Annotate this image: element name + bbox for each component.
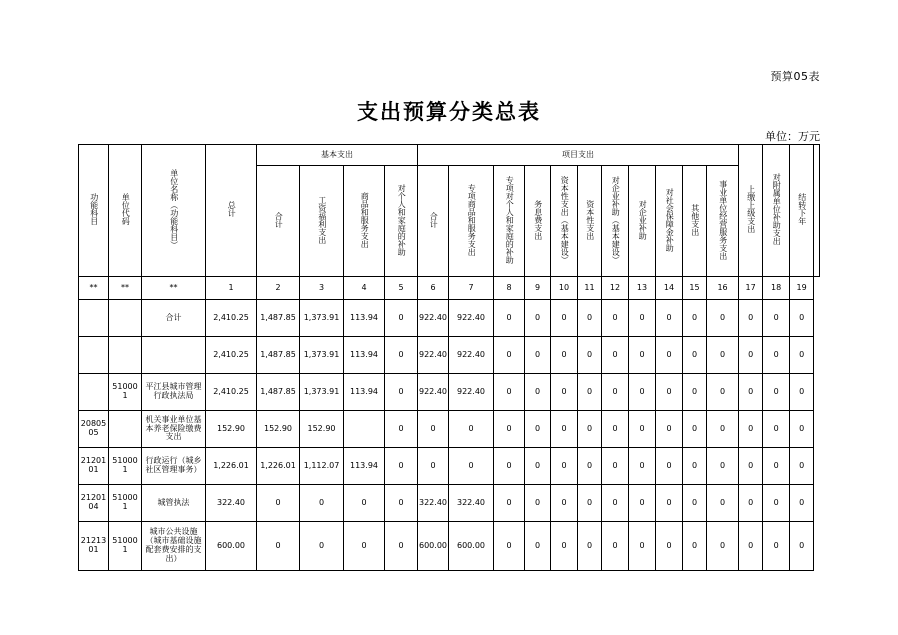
cell-value: 0 <box>707 374 739 411</box>
cell-unit-name: 城管执法 <box>142 485 206 522</box>
cell-value: 0 <box>551 522 578 571</box>
cell-value: 0 <box>385 448 418 485</box>
cell-value: 0 <box>683 300 707 337</box>
numcell: 8 <box>494 277 525 300</box>
cell-value: 0 <box>629 300 656 337</box>
budget-table <box>78 144 820 571</box>
cell-value: 0 <box>551 448 578 485</box>
header-group-basic: 基本支出 <box>257 145 418 166</box>
cell-value: 1,487.85 <box>257 337 300 374</box>
cell-value: 0 <box>629 485 656 522</box>
table-row <box>79 485 820 522</box>
header-unit-code: 单位代码 <box>109 145 142 277</box>
cell-value: 0 <box>790 522 814 571</box>
cell-unit-code: 510001 <box>109 485 142 522</box>
cell-value: 0 <box>494 411 525 448</box>
cell-unit-name: 城市公共设施（城市基础设施配套费安排的支出） <box>142 522 206 571</box>
cell-value: 0 <box>494 485 525 522</box>
cell-value: 0 <box>385 300 418 337</box>
cell-value: 0 <box>763 374 790 411</box>
cell-value: 0 <box>494 374 525 411</box>
cell-value: 0 <box>629 337 656 374</box>
cell-value: 0 <box>683 337 707 374</box>
cell-value: 0 <box>683 485 707 522</box>
cell-value: 0 <box>494 337 525 374</box>
cell-value: 0 <box>763 448 790 485</box>
cell-value: 0 <box>449 448 494 485</box>
header-upper-payment: 对附属单位补助支出 <box>763 145 790 277</box>
header-goods-services: 商品和服务支出 <box>344 166 385 277</box>
cell-value: 0 <box>602 374 629 411</box>
cell-value: 0 <box>790 448 814 485</box>
numcell: 18 <box>763 277 790 300</box>
cell-value: 0 <box>656 411 683 448</box>
cell-unit-name: 合计 <box>142 300 206 337</box>
numcell: 2 <box>257 277 300 300</box>
numcell: ** <box>79 277 109 300</box>
cell-value: 0 <box>494 448 525 485</box>
header-carryover <box>814 145 820 277</box>
cell-value: 0 <box>602 337 629 374</box>
cell-value: 0 <box>790 411 814 448</box>
numcell: 7 <box>449 277 494 300</box>
cell-value: 0 <box>385 485 418 522</box>
cell-unit-code: 510001 <box>109 448 142 485</box>
cell-value: 0 <box>525 411 551 448</box>
cell-value: 0 <box>790 485 814 522</box>
cell-value: 0 <box>525 300 551 337</box>
unit-note: 单位：万元 <box>765 130 820 143</box>
header-salary-welfare: 工资福利支出 <box>300 166 344 277</box>
cell-value: 0 <box>739 374 763 411</box>
cell-function-code: 2121301 <box>79 522 109 571</box>
numcell: 1 <box>206 277 257 300</box>
cell-value: 0 <box>629 411 656 448</box>
cell-function-code <box>79 300 109 337</box>
numcell: 3 <box>300 277 344 300</box>
cell-value: 322.40 <box>206 485 257 522</box>
cell-value: 0 <box>763 337 790 374</box>
cell-value: 0 <box>578 300 602 337</box>
cell-value: 0 <box>602 300 629 337</box>
cell-value: 0 <box>551 374 578 411</box>
numcell: 4 <box>344 277 385 300</box>
cell-value: 1,487.85 <box>257 374 300 411</box>
cell-value: 152.90 <box>300 411 344 448</box>
cell-value: 0 <box>707 300 739 337</box>
table-row <box>79 374 820 411</box>
cell-value: 113.94 <box>344 337 385 374</box>
header-other-expense: 其他支出 <box>683 166 707 277</box>
cell-value <box>344 411 385 448</box>
numcell: 11 <box>578 277 602 300</box>
cell-value: 113.94 <box>344 448 385 485</box>
cell-value: 0 <box>790 374 814 411</box>
cell-value: 0 <box>656 374 683 411</box>
cell-value: 1,373.91 <box>300 337 344 374</box>
cell-value: 152.90 <box>257 411 300 448</box>
cell-value: 152.90 <box>206 411 257 448</box>
cell-value: 0 <box>629 374 656 411</box>
cell-value: 113.94 <box>344 300 385 337</box>
cell-value: 0 <box>790 337 814 374</box>
cell-value: 0 <box>578 374 602 411</box>
cell-value: 0 <box>763 522 790 571</box>
header-interest-expense: 务息费支出 <box>525 166 551 277</box>
header-capital-basic-construction: 资本性支出（基本建设） <box>551 166 578 277</box>
cell-value: 0 <box>418 448 449 485</box>
cell-value: 2,410.25 <box>206 374 257 411</box>
table-row <box>79 448 820 485</box>
cell-unit-name: 机关事业单位基本养老保险缴费支出 <box>142 411 206 448</box>
table-row <box>79 522 820 571</box>
cell-value: 2,410.25 <box>206 300 257 337</box>
cell-value: 0 <box>602 485 629 522</box>
numcell: 15 <box>683 277 707 300</box>
cell-value: 922.40 <box>449 374 494 411</box>
cell-value: 600.00 <box>449 522 494 571</box>
cell-value: 0 <box>578 448 602 485</box>
cell-value: 322.40 <box>449 485 494 522</box>
table-body <box>79 277 820 571</box>
cell-value: 0 <box>449 411 494 448</box>
numcell: 16 <box>707 277 739 300</box>
cell-value: 0 <box>525 374 551 411</box>
cell-value: 0 <box>578 522 602 571</box>
cell-unit-name: 平江县城市管理行政执法局 <box>142 374 206 411</box>
cell-value: 0 <box>707 448 739 485</box>
cell-value: 0 <box>656 300 683 337</box>
cell-value: 0 <box>629 448 656 485</box>
cell-value: 0 <box>257 522 300 571</box>
cell-value: 0 <box>385 522 418 571</box>
header-enterprise-subsidy: 对企业补助 <box>629 166 656 277</box>
cell-value: 0 <box>656 448 683 485</box>
cell-value: 0 <box>707 411 739 448</box>
cell-unit-code: 510001 <box>109 374 142 411</box>
cell-value: 0 <box>494 522 525 571</box>
cell-value: 0 <box>739 522 763 571</box>
cell-value: 0 <box>300 522 344 571</box>
cell-value: 0 <box>763 485 790 522</box>
header-unit-name: 单位名称（功能科目） <box>142 145 206 277</box>
cell-function-code <box>79 337 109 374</box>
numcell: ** <box>109 277 142 300</box>
table-row <box>79 300 820 337</box>
cell-unit-name <box>142 337 206 374</box>
numcell: 6 <box>418 277 449 300</box>
cell-value: 0 <box>344 485 385 522</box>
form-tag: 预算05表 <box>770 70 820 83</box>
cell-value: 922.40 <box>449 300 494 337</box>
cell-value: 0 <box>629 522 656 571</box>
cell-value: 0 <box>683 374 707 411</box>
cell-value: 0 <box>602 522 629 571</box>
cell-value: 0 <box>551 485 578 522</box>
cell-value: 0 <box>707 522 739 571</box>
cell-value: 1,373.91 <box>300 374 344 411</box>
header-column-15-spare: 事业单位经营服务支出 <box>707 166 739 277</box>
cell-value: 0 <box>418 411 449 448</box>
cell-value: 0 <box>739 448 763 485</box>
cell-value: 0 <box>656 522 683 571</box>
cell-value: 1,226.01 <box>257 448 300 485</box>
cell-value: 0 <box>385 337 418 374</box>
header-personal-family-subsidy: 对个人和家庭的补助 <box>385 166 418 277</box>
header-subsidiary-subsidy: 结转下年 <box>790 145 814 277</box>
cell-value: 0 <box>300 485 344 522</box>
cell-value: 0 <box>525 337 551 374</box>
header-special-goods-services: 专项商品和服务支出 <box>449 166 494 277</box>
cell-unit-code <box>109 337 142 374</box>
cell-value: 0 <box>707 485 739 522</box>
cell-value: 0 <box>385 374 418 411</box>
cell-value: 0 <box>578 411 602 448</box>
table-row <box>79 411 820 448</box>
cell-function-code <box>79 374 109 411</box>
cell-value: 0 <box>602 411 629 448</box>
header-project-subtotal: 合计 <box>418 166 449 277</box>
numcell: 17 <box>739 277 763 300</box>
cell-value: 0 <box>763 300 790 337</box>
cell-unit-code <box>109 411 142 448</box>
numcell: 13 <box>629 277 656 300</box>
page-title: 支出预算分类总表 <box>357 100 541 124</box>
cell-function-code: 2120104 <box>79 485 109 522</box>
cell-value: 600.00 <box>206 522 257 571</box>
cell-value: 0 <box>602 448 629 485</box>
header-special-personal-subsidy: 专项对个人和家庭的补助 <box>494 166 525 277</box>
cell-value: 0 <box>683 411 707 448</box>
cell-unit-name: 行政运行（城乡社区管理事务） <box>142 448 206 485</box>
cell-value: 0 <box>257 485 300 522</box>
cell-value: 0 <box>525 448 551 485</box>
cell-value: 0 <box>763 411 790 448</box>
numcell: ** <box>142 277 206 300</box>
cell-value: 0 <box>551 300 578 337</box>
cell-value: 113.94 <box>344 374 385 411</box>
numcell: 5 <box>385 277 418 300</box>
cell-value: 0 <box>344 522 385 571</box>
cell-value: 0 <box>578 485 602 522</box>
cell-value: 0 <box>385 411 418 448</box>
numcell: 12 <box>602 277 629 300</box>
cell-value: 0 <box>525 485 551 522</box>
cell-value: 1,226.01 <box>206 448 257 485</box>
cell-value: 0 <box>739 337 763 374</box>
cell-value: 0 <box>656 337 683 374</box>
cell-value: 922.40 <box>418 374 449 411</box>
cell-value: 0 <box>790 300 814 337</box>
cell-function-code: 2120101 <box>79 448 109 485</box>
cell-unit-code: 510001 <box>109 522 142 571</box>
cell-value: 0 <box>739 411 763 448</box>
cell-value: 0 <box>551 411 578 448</box>
header-social-security-subsidy: 对社会保障金补助 <box>656 166 683 277</box>
cell-value: 0 <box>578 337 602 374</box>
header-capital-expense: 资本性支出 <box>578 166 602 277</box>
cell-value: 0 <box>739 485 763 522</box>
header-function-code: 功能科目 <box>79 145 109 277</box>
cell-value: 2,410.25 <box>206 337 257 374</box>
table-number-row <box>79 277 820 300</box>
cell-value: 922.40 <box>418 337 449 374</box>
cell-value: 0 <box>707 337 739 374</box>
header-total: 总计 <box>206 145 257 277</box>
numcell: 9 <box>525 277 551 300</box>
cell-value: 922.40 <box>418 300 449 337</box>
cell-value: 0 <box>525 522 551 571</box>
numcell: 19 <box>790 277 814 300</box>
numcell: 10 <box>551 277 578 300</box>
cell-value: 322.40 <box>418 485 449 522</box>
numcell: 14 <box>656 277 683 300</box>
header-business-service: 上缴上级支出 <box>739 145 763 277</box>
cell-function-code: 2080505 <box>79 411 109 448</box>
cell-value: 0 <box>551 337 578 374</box>
cell-unit-code <box>109 300 142 337</box>
cell-value: 1,373.91 <box>300 300 344 337</box>
cell-value: 0 <box>656 485 683 522</box>
cell-value: 1,487.85 <box>257 300 300 337</box>
cell-value: 600.00 <box>418 522 449 571</box>
cell-value: 0 <box>683 448 707 485</box>
table-group-header-row <box>79 145 820 166</box>
cell-value: 0 <box>494 300 525 337</box>
header-group-project: 项目支出 <box>418 145 739 166</box>
cell-value: 922.40 <box>449 337 494 374</box>
cell-value: 0 <box>739 300 763 337</box>
cell-value: 1,112.07 <box>300 448 344 485</box>
table-row <box>79 337 820 374</box>
header-enterprise-subsidy-construction: 对企业补助（基本建设） <box>602 166 629 277</box>
header-basic-subtotal: 合计 <box>257 166 300 277</box>
cell-value: 0 <box>683 522 707 571</box>
